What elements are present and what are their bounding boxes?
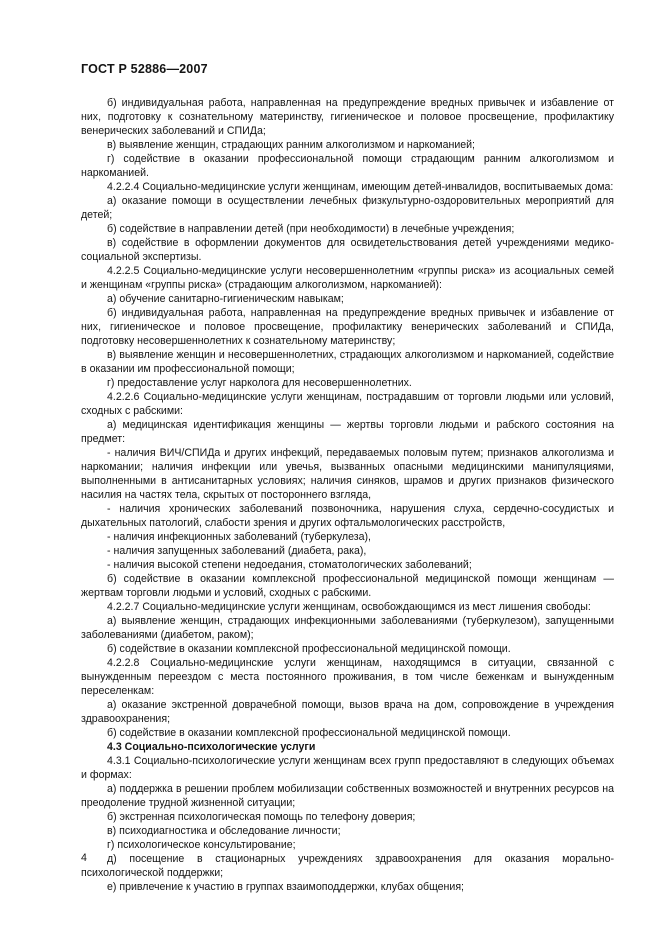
- paragraph: в) содействие в оформлении документов для освидетельствования детей учреждениями медико-социальной экспертизы.: [81, 237, 614, 263]
- document-body: [81, 96, 614, 894]
- paragraph: е) привлечение к участию в группах взаимоподдержки, клубах общения;: [107, 881, 465, 893]
- paragraph: б) содействие в оказании комплексной профессиональной медицинской помощи.: [107, 643, 511, 655]
- list-item: - наличия запущенных заболеваний (диабета, рака),: [107, 545, 367, 557]
- paragraph: а) обучение санитарно-гигиеническим навыкам;: [107, 293, 344, 305]
- paragraph: а) поддержка в решении проблем мобилизации собственных возможностей и внутренних ресурсов на преодоление трудной жизненной ситуации;: [81, 783, 614, 809]
- section-heading: 4.2.2.7 Социально-медицинские услуги женщинам, освобождающимся из мест лишения свободы:: [107, 601, 591, 613]
- paragraph: а) медицинская идентификация женщины — жертвы торговли людьми и рабского состояния на предмет:: [81, 419, 614, 445]
- paragraph: б) экстренная психологическая помощь по телефону доверия;: [107, 811, 416, 823]
- list-item: - наличия высокой степени недоедания, стоматологических заболеваний;: [107, 559, 472, 571]
- list-item: - наличия инфекционных заболеваний (туберкулеза),: [107, 531, 371, 543]
- paragraph: б) содействие в направлении детей (при необходимости) в лечебные учреждения;: [107, 223, 515, 235]
- paragraph: а) оказание помощи в осуществлении лечебных физкультурно-оздоровительных мероприятий для детей;: [81, 195, 614, 221]
- paragraph: б) индивидуальная работа, направленная на предупреждение вредных привычек и избавление от них, подготовку к сознательному материнству, гигиеническое и половое просвещение, профилактику венерических заболеваний и СПИДа;: [81, 97, 614, 137]
- paragraph: а) оказание экстренной доврачебной помощи, вызов врача на дом, сопровождение в учреждения здравоохранения;: [81, 699, 614, 725]
- paragraph: д) посещение в стационарных учреждениях здравоохранения для оказания морально-психологической поддержки;: [81, 853, 614, 879]
- paragraph: б) содействие в оказании комплексной профессиональной медицинской помощи.: [107, 727, 511, 739]
- section-heading: 4.2.2.4 Социально-медицинские услуги женщинам, имеющим детей-инвалидов, воспитываемых дома:: [107, 181, 614, 193]
- paragraph: б) содействие в оказании комплексной профессиональной медицинской помощи женщинам — жертвам торговли людьми и условий, сходных с рабскими.: [81, 573, 614, 599]
- section-title: 4.3 Социально-психологические услуги: [107, 741, 316, 753]
- section-heading: 4.2.2.6 Социально-медицинские услуги женщинам, пострадавшим от торговли людьми или условий, сходных с рабскими:: [81, 391, 614, 417]
- page-number: 4: [81, 852, 87, 864]
- paragraph: в) выявление женщин и несовершеннолетних, страдающих алкоголизмом и наркоманией, содействие в оказании им профессиональной помощи;: [81, 349, 614, 375]
- list-item: - наличия хронических заболеваний позвоночника, нарушения слуха, сердечно-сосудистых и дыхательных патологий, слабости зрения и других офтальмологических расстройств,: [81, 503, 614, 529]
- section-heading: 4.2.2.5 Социально-медицинские услуги несовершеннолетним «группы риска» из асоциальных семей и женщинам «группы риска» (страдающим алкоголизмом, наркоманией):: [81, 265, 614, 291]
- paragraph: в) выявление женщин, страдающих ранним алкоголизмом и наркоманией;: [107, 139, 475, 151]
- list-item: - наличия ВИЧ/СПИДа и других инфекций, передаваемых половым путем; признаков алкоголизма и наркомании; наличия инфекции или увечья, вызванных опасными медицинскими манипуляциями, выполненными в антисанитарных условиях; наличия синяков, шрамов и других признаков физического насилия на частях тела, скрытых от постороннего взгляда,: [81, 447, 614, 501]
- paragraph: г) содействие в оказании профессиональной помощи страдающим ранним алкоголизмом и наркоманией.: [81, 153, 614, 179]
- document-header: ГОСТ Р 52886—2007: [81, 62, 208, 76]
- section-heading: 4.2.2.8 Социально-медицинские услуги женщинам, находящимся в ситуации, связанной с вынужденным переездом с места постоянного проживания, в том числе беженкам и вынужденным переселенкам:: [81, 657, 614, 697]
- paragraph: г) психологическое консультирование;: [107, 839, 296, 851]
- paragraph: г) предоставление услуг нарколога для несовершеннолетних.: [107, 377, 412, 389]
- section-heading: 4.3.1 Социально-психологические услуги женщинам всех групп предоставляют в следующих объемах и формах:: [81, 755, 614, 781]
- paragraph: в) психодиагностика и обследование личности;: [107, 825, 341, 837]
- paragraph: а) выявление женщин, страдающих инфекционными заболеваниями (туберкулезом), запущенными заболеваниями (диабетом, раком);: [81, 615, 614, 641]
- paragraph: б) индивидуальная работа, направленная на предупреждение вредных привычек и избавление от них, гигиеническое и половое просвещение, профилактику венерических заболеваний и СПИДа, подготовку несовершеннолетних к сознательному материнству;: [81, 307, 614, 347]
